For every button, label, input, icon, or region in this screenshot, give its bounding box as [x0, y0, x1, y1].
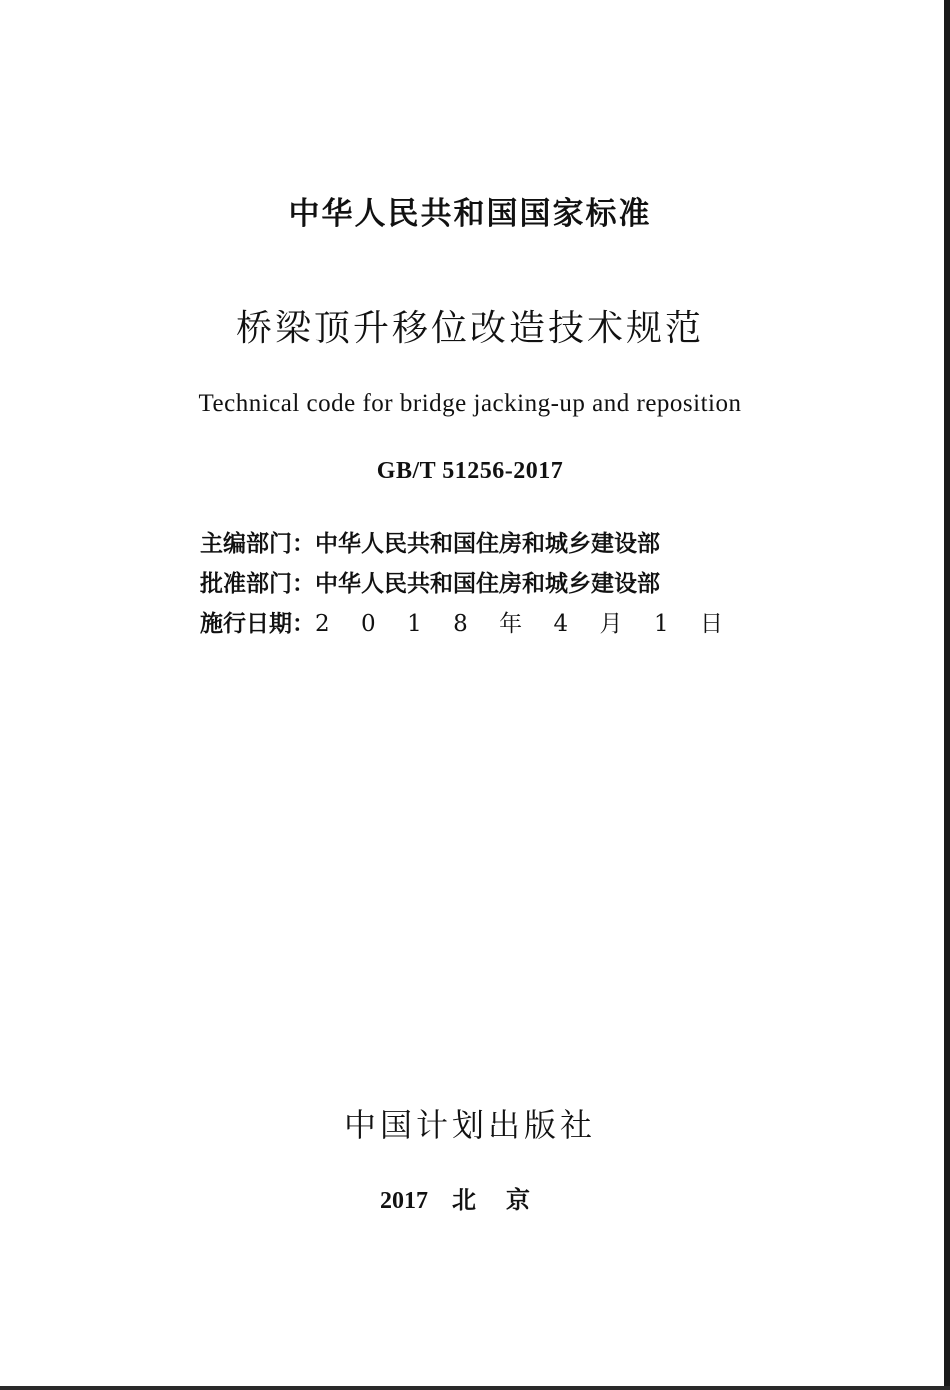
standard-heading: 中华人民共和国国家标准 — [288, 196, 652, 232]
editor-value: 中华人民共和国住房和城乡建设部 — [315, 531, 660, 557]
scan-edge-right — [944, 0, 950, 1390]
date-part: 月 — [599, 611, 623, 637]
scan-edge-bottom — [0, 1386, 950, 1390]
title-chinese: 桥梁顶升移位改造技术规范 — [235, 308, 704, 349]
date-part: 0 — [361, 611, 376, 637]
approver-value: 中华人民共和国住房和城乡建设部 — [315, 571, 660, 597]
publisher: 中国计划出版社 — [343, 1106, 596, 1144]
date-value — [315, 604, 723, 644]
standard-code: GB/T 51256-2017 — [376, 458, 564, 484]
approver-label: 批准部门： — [200, 571, 315, 597]
date-row — [200, 604, 760, 644]
editor-label: 主编部门： — [200, 531, 315, 557]
title-english: Technical code for bridge jacking-up and reposition — [198, 390, 742, 417]
approver-row — [200, 564, 760, 604]
place-year — [0, 1180, 940, 1215]
date-part: 日 — [699, 611, 723, 637]
publication-year: 2017 — [380, 1188, 428, 1214]
date-part: 4 — [553, 611, 569, 637]
date-part: 1 — [653, 611, 669, 637]
publication-city: 北京 — [452, 1186, 560, 1214]
meta-block — [200, 524, 760, 644]
date-part: 8 — [453, 611, 468, 637]
date-label: 施行日期： — [200, 611, 315, 637]
editor-row — [200, 524, 760, 564]
date-part: 2 — [315, 611, 330, 637]
date-part: 1 — [407, 611, 422, 637]
date-part: 年 — [499, 611, 523, 637]
